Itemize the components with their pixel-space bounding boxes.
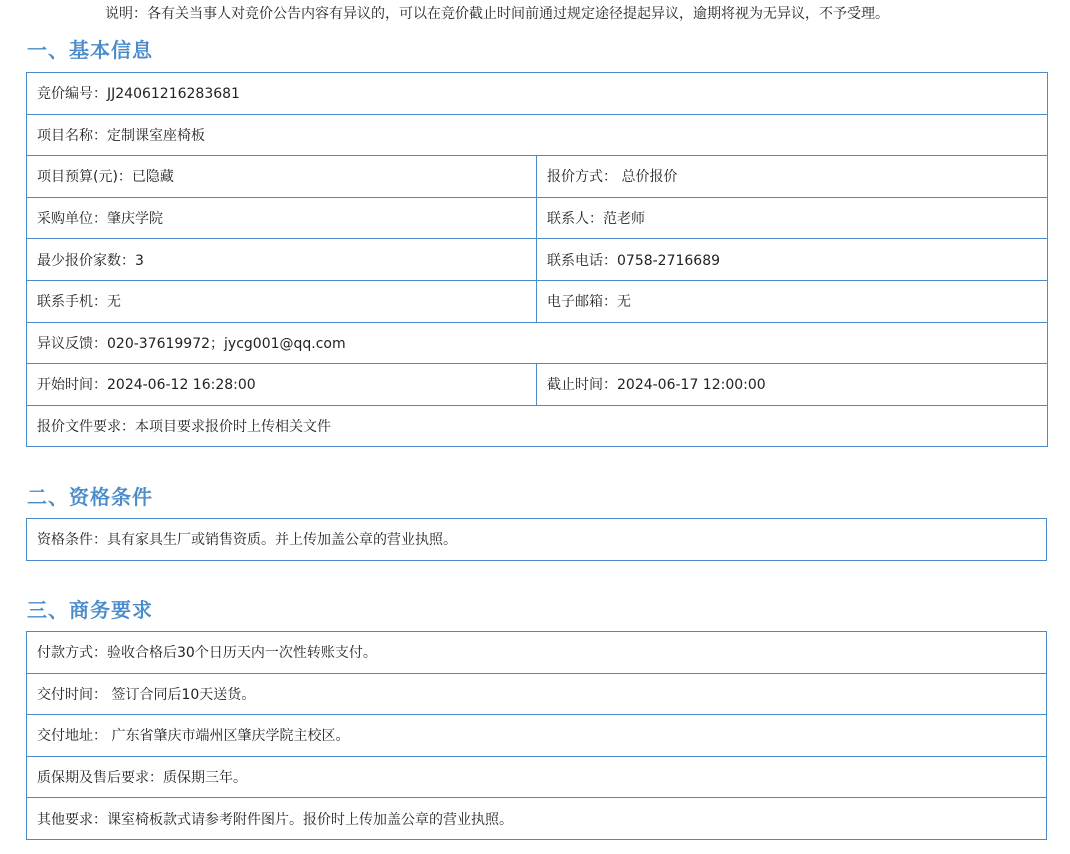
table-row <box>27 632 1047 674</box>
start-time-cell: 开始时间：2024-06-12 16:28:00 <box>27 364 537 406</box>
table-row <box>27 715 1047 757</box>
table-row <box>27 197 1048 239</box>
business-requirements-table <box>26 631 1047 840</box>
quote-file-requirement-cell: 报价文件要求：本项目要求报价时上传相关文件 <box>27 405 1048 447</box>
contact-person-cell: 联系人：范老师 <box>537 197 1048 239</box>
purchaser-cell: 采购单位：肇庆学院 <box>27 197 537 239</box>
min-bidders-cell: 最少报价家数：3 <box>27 239 537 281</box>
warranty-cell: 质保期及售后要求：质保期三年。 <box>27 756 1047 798</box>
delivery-address-cell: 交付地址： 广东省肇庆市端州区肇庆学院主校区。 <box>27 715 1047 757</box>
delivery-time-cell: 交付时间： 签订合同后10天送货。 <box>27 673 1047 715</box>
objection-notice: 说明：各有关当事人对竞价公告内容有异议的，可以在竞价截止时间前通过规定途径提起异议，逾期将视为无异议，不予受理。 <box>105 6 889 22</box>
basic-info-table <box>26 72 1048 447</box>
table-row <box>27 405 1048 447</box>
table-row <box>27 73 1048 115</box>
objection-feedback-cell: 异议反馈：020-37619972；jycg001@qq.com <box>27 322 1048 364</box>
section-title-business: 三、商务要求 <box>27 598 153 622</box>
table-row <box>27 798 1047 840</box>
table-row <box>27 239 1048 281</box>
end-time-cell: 截止时间：2024-06-17 12:00:00 <box>537 364 1048 406</box>
qualification-table <box>26 518 1047 561</box>
email-cell: 电子邮箱：无 <box>537 280 1048 322</box>
table-row <box>27 114 1048 156</box>
other-requirements-cell: 其他要求：课室椅板款式请参考附件图片。报价时上传加盖公章的营业执照。 <box>27 798 1047 840</box>
table-row <box>27 756 1047 798</box>
table-row <box>27 519 1047 561</box>
project-budget-cell: 项目预算(元)：已隐藏 <box>27 156 537 198</box>
payment-method-cell: 付款方式：验收合格后30个日历天内一次性转账支付。 <box>27 632 1047 674</box>
table-row <box>27 364 1048 406</box>
table-row <box>27 156 1048 198</box>
qualification-cell: 资格条件：具有家具生厂或销售资质。并上传加盖公章的营业执照。 <box>27 519 1047 561</box>
quote-method-cell: 报价方式： 总价报价 <box>537 156 1048 198</box>
contact-phone-cell: 联系电话：0758-2716689 <box>537 239 1048 281</box>
bid-number-cell: 竞价编号：JJ24061216283681 <box>27 73 1048 115</box>
mobile-cell: 联系手机：无 <box>27 280 537 322</box>
table-row <box>27 322 1048 364</box>
table-row <box>27 280 1048 322</box>
project-name-cell: 项目名称：定制课室座椅板 <box>27 114 1048 156</box>
table-row <box>27 673 1047 715</box>
section-title-basic-info: 一、基本信息 <box>27 38 153 62</box>
section-title-qualification: 二、资格条件 <box>27 485 153 509</box>
